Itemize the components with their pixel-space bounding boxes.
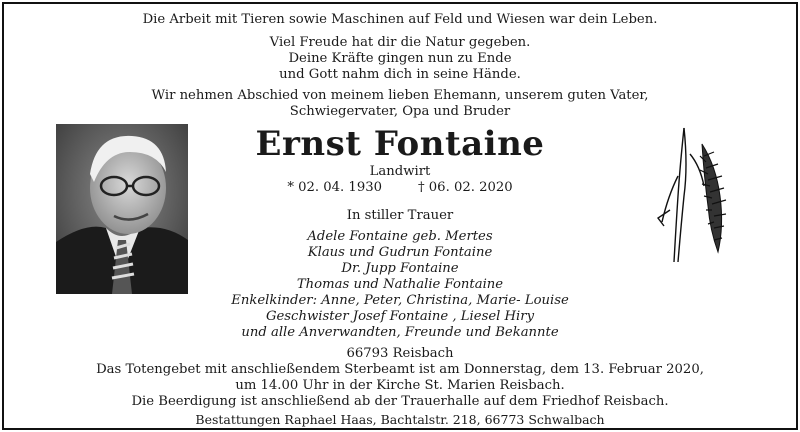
mourners-heading: In stiller Trauer: [346, 208, 454, 223]
mourner-line: Dr. Jupp Fontaine: [341, 261, 459, 276]
obituary-frame: [2, 2, 798, 430]
mourners-place: 66793 Reisbach: [346, 346, 454, 361]
poem-line-3: und Gott nahm dich in seine Hände.: [279, 67, 521, 82]
intro-line: Die Arbeit mit Tieren sowie Maschinen auf Feld und Wiesen war dein Leben.: [142, 12, 658, 27]
poem-line-1: Viel Freude hat dir die Natur gegeben.: [269, 35, 531, 50]
death-date: † 06. 02. 2020: [418, 180, 513, 195]
mourner-line: Klaus und Gudrun Fontaine: [307, 245, 493, 260]
funeral-line-3: Die Beerdigung ist anschließend ab der Trauerhalle auf dem Friedhof Reisbach.: [131, 394, 669, 409]
farewell-line-2: Schwiegervater, Opa und Bruder: [289, 104, 511, 119]
birth-date: * 02. 04. 1930: [287, 180, 382, 195]
mourner-line: und alle Anverwandten, Freunde und Bekannte: [241, 325, 559, 340]
farewell-line-1: Wir nehmen Abschied von meinem lieben Ehemann, unserem guten Vater,: [151, 88, 649, 103]
poem-line-2: Deine Kräfte gingen nun zu Ende: [288, 51, 512, 66]
profession: Landwirt: [369, 164, 431, 179]
mourner-line: Enkelkinder: Anne, Peter, Christina, Marie- Louise: [231, 293, 569, 308]
mourner-line: Adele Fontaine geb. Mertes: [307, 229, 493, 244]
deceased-name: Ernst Fontaine: [255, 124, 545, 164]
mourner-line: Geschwister Josef Fontaine , Liesel Hiry: [265, 309, 535, 324]
funeral-line-1: Das Totengebet mit anschließendem Sterbeamt ist am Donnerstag, dem 13. Februar 2020,: [96, 362, 704, 377]
undertaker-line: Bestattungen Raphael Haas, Bachtalstr. 218, 66773 Schwalbach: [195, 412, 605, 427]
mourner-line: Thomas und Nathalie Fontaine: [296, 277, 504, 292]
funeral-line-2: um 14.00 Uhr in der Kirche St. Marien Reisbach.: [235, 378, 565, 393]
